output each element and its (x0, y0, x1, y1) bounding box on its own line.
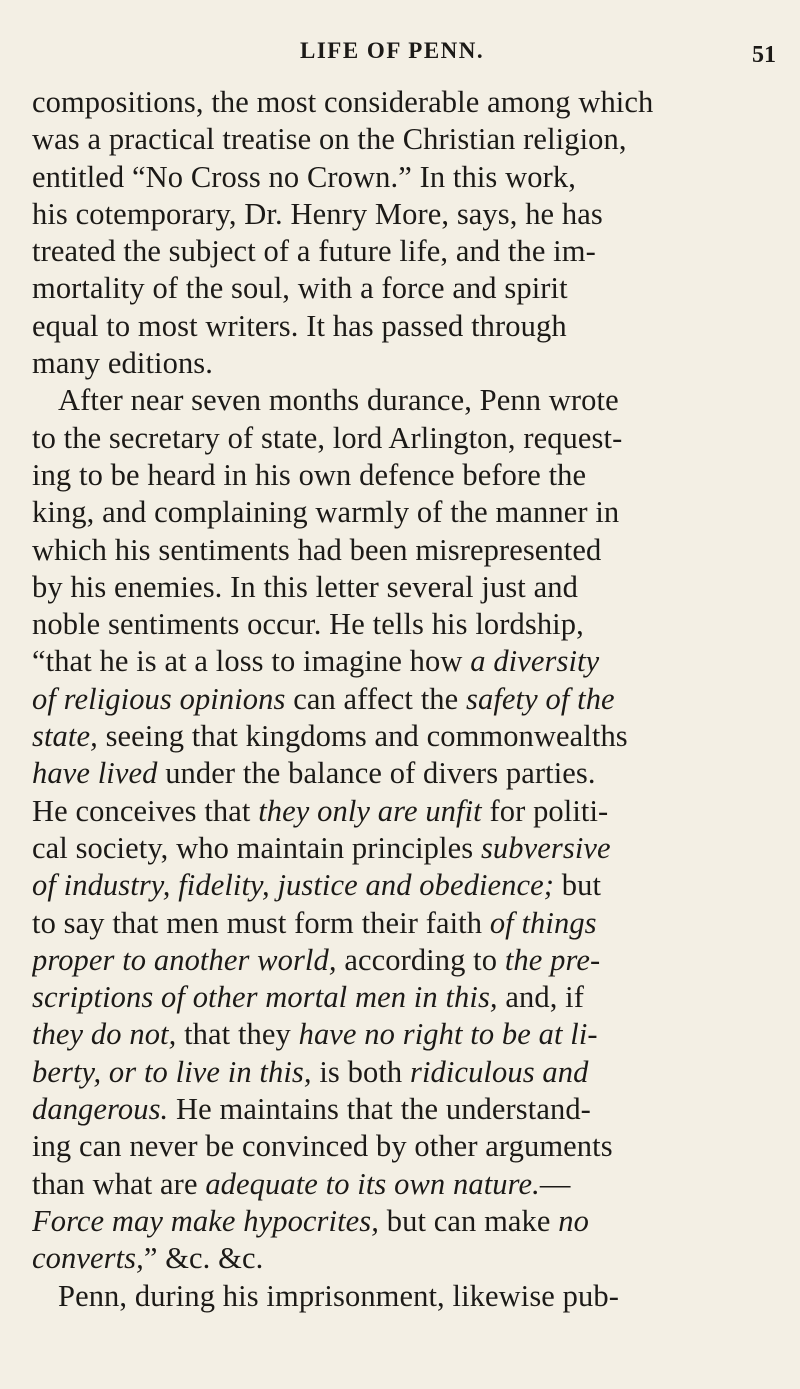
text-line (32, 196, 794, 233)
text-line (32, 1128, 794, 1165)
text-line (32, 905, 794, 942)
italic-text: of things (489, 905, 597, 940)
italic-text: of industry, fidelity, justice and obedience; (32, 868, 555, 903)
text-run: many editions. (32, 346, 213, 381)
italic-text: Force may make hypocrites, (32, 1203, 380, 1238)
text-line (32, 830, 794, 867)
italic-text: have lived (32, 756, 158, 791)
text-line (32, 1054, 794, 1091)
text-line (32, 308, 794, 345)
text-run: which his sentiments had been misrepresented (32, 532, 602, 567)
text-run: seeing that kingdoms and commonwealths (97, 719, 628, 754)
text-line (32, 494, 794, 531)
text-line (32, 979, 794, 1016)
text-run: can affect the (285, 681, 467, 716)
italic-text: a diversity (470, 644, 600, 679)
text-line (32, 233, 794, 270)
text-run: but can make (379, 1203, 559, 1238)
italic-text: no (558, 1203, 589, 1238)
italic-text: have no right to be at li- (298, 1017, 598, 1052)
text-run: was a practical treatise on the Christian religion, (32, 122, 627, 157)
italic-text: berty, or to live in this, (32, 1054, 312, 1089)
page-number: 51 (752, 42, 776, 68)
text-line (32, 1203, 794, 1240)
text-line (32, 643, 794, 680)
text-line (32, 718, 794, 755)
text-line (32, 1091, 794, 1128)
text-line (32, 270, 794, 307)
italic-text: they do not, (32, 1017, 177, 1052)
text-run: to the secretary of state, lord Arlington, request- (32, 420, 623, 455)
page-header (0, 20, 800, 68)
text-line (32, 1016, 794, 1053)
text-line (32, 681, 794, 718)
text-run: “that he is at a loss to imagine how (32, 644, 471, 679)
italic-text: proper to another world, (32, 942, 337, 977)
text-line (32, 1278, 794, 1315)
text-line (32, 121, 794, 158)
italic-text: scriptions of other mortal men in this, (32, 980, 498, 1015)
text-run: to say that men must form their faith (32, 905, 490, 940)
text-run: ing can never be convinced by other arguments (32, 1129, 613, 1164)
italic-text: of religious opinions (32, 681, 286, 716)
text-line (32, 420, 794, 457)
text-run: equal to most writers. It has passed through (32, 308, 567, 343)
text-run: by his enemies. In this letter several just and (32, 569, 578, 604)
text-line (32, 84, 794, 121)
text-line (32, 942, 794, 979)
body-text (32, 84, 794, 1315)
text-run: and, if (497, 980, 584, 1015)
italic-text: they only are unfit (258, 793, 482, 828)
text-run: king, and complaining warmly of the manner in (32, 495, 620, 530)
text-run: cal society, who maintain principles (32, 830, 481, 865)
text-run: than what are (32, 1166, 206, 1201)
text-run: that they (176, 1017, 299, 1052)
text-run: mortality of the soul, with a force and spirit (32, 271, 568, 306)
italic-text: the pre- (504, 942, 601, 977)
italic-text: subversive (480, 830, 611, 865)
text-line (32, 457, 794, 494)
text-run: but (554, 868, 602, 903)
text-run: Penn, during his imprisonment, likewise pub- (58, 1278, 619, 1313)
italic-text: adequate to its own nature. (205, 1166, 540, 1201)
text-line (32, 867, 794, 904)
italic-text: dangerous. (32, 1092, 169, 1127)
text-run: He conceives that (32, 793, 259, 828)
text-run: his cotemporary, Dr. Henry More, says, he has (32, 196, 603, 231)
running-title: LIFE OF PENN. (300, 38, 485, 63)
text-line (32, 1166, 794, 1203)
text-run: compositions, the most considerable among which (32, 85, 654, 119)
text-run: — (539, 1166, 571, 1201)
italic-text: safety of the (466, 681, 615, 716)
text-run: is both (311, 1054, 410, 1089)
text-run: according to (336, 942, 505, 977)
text-run: He maintains that the understand- (168, 1092, 591, 1127)
text-line (32, 345, 794, 382)
text-run: entitled “No Cross no Crown.” In this work, (32, 159, 576, 194)
text-run: for politi- (481, 793, 609, 828)
text-line (32, 382, 794, 419)
text-run: under the balance of divers parties. (157, 756, 596, 791)
text-run: ing to be heard in his own defence before the (32, 457, 587, 492)
italic-text: state, (32, 719, 98, 754)
text-run: After near seven months durance, Penn wrote (58, 383, 619, 418)
text-line (32, 159, 794, 196)
text-run: noble sentiments occur. He tells his lordship, (32, 607, 584, 642)
text-line (32, 755, 794, 792)
text-line (32, 606, 794, 643)
text-line (32, 532, 794, 569)
text-run: ” &c. &c. (143, 1241, 264, 1276)
italic-text: ridiculous and (409, 1054, 589, 1089)
italic-text: converts, (32, 1241, 144, 1276)
text-line (32, 793, 794, 830)
text-line (32, 1240, 794, 1277)
text-run: treated the subject of a future life, and the im- (32, 234, 596, 269)
text-line (32, 569, 794, 606)
